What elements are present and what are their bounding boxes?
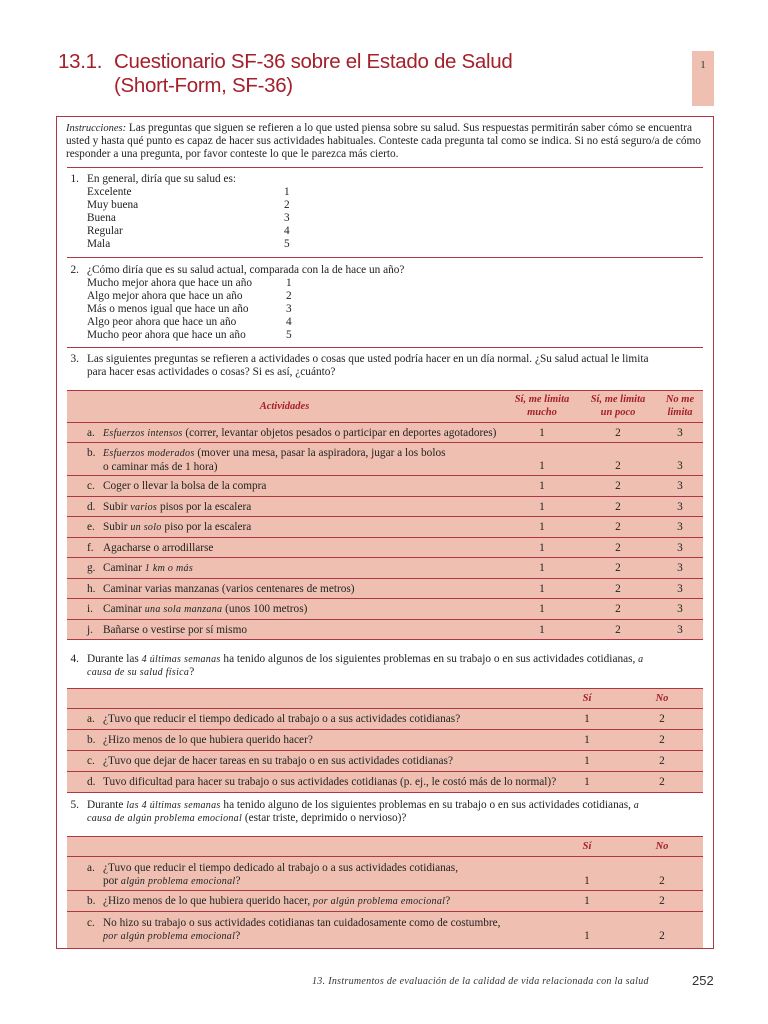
instructions-label: Instrucciones: — [66, 123, 127, 134]
header-no: No — [655, 841, 669, 852]
option-value: 1 — [284, 186, 290, 198]
header-col1: Sí, me limita mucho — [514, 394, 570, 418]
divider — [67, 347, 703, 348]
question-number: 2. — [70, 264, 79, 276]
question-2 — [65, 264, 404, 342]
header-yes: Sí — [582, 693, 592, 704]
table-row[interactable]: a. Esfuerzos intensos (correr, levantar objetos pesados o participar en deportes agotadores) 1 2 3 — [67, 423, 703, 443]
question-number: 4. — [70, 653, 79, 665]
option-label: Algo mejor ahora que hace un año — [87, 290, 243, 302]
header-no: No — [655, 693, 669, 704]
table-row[interactable]: e. Subir un solo piso por la escalera 1 2 3 — [67, 517, 703, 538]
option-1[interactable]: 1 — [539, 480, 545, 492]
option-row[interactable] — [65, 186, 290, 199]
table-row[interactable]: b. Esfuerzos moderados (mover una mesa, pasar la aspiradora, jugar a los bolos o caminar más de 1 hora) 1 2 3 — [67, 443, 703, 476]
question-3 — [65, 353, 705, 379]
question-number: 1. — [70, 173, 79, 185]
question-1 — [65, 173, 290, 251]
option-2[interactable]: 2 — [615, 521, 621, 533]
option-value: 3 — [286, 303, 292, 315]
instructions-text: Las preguntas que siguen se refieren a lo que usted piensa sobre su salud. Sus respuestas permitirán saber cómo se encuentra usted y hasta qué punto es capaz de hacer sus actividades habituales. Conteste cada pregunta tal como se indica. Si no está seguro/a de cómo responder a una pregunta, por favor conteste lo que le parezca más cierto. — [66, 122, 701, 161]
option-no[interactable]: 2 — [659, 734, 665, 746]
instructions — [66, 122, 702, 162]
table-row[interactable]: b. ¿Hizo menos de lo que hubiera querido hacer, por algún problema emocional? 1 2 — [67, 891, 703, 912]
option-row[interactable] — [65, 303, 404, 316]
option-3[interactable]: 3 — [677, 521, 683, 533]
option-no[interactable]: 2 — [659, 930, 665, 942]
table-row[interactable]: d. Tuvo dificultad para hacer su trabajo o sus actividades cotidianas (p. ej., le costó más de lo normal)? 1 2 — [67, 772, 703, 793]
option-no[interactable]: 2 — [659, 713, 665, 725]
header-yes: Sí — [582, 841, 592, 852]
table-row[interactable]: i. Caminar una sola manzana (unos 100 metros) 1 2 3 — [67, 599, 703, 620]
option-2[interactable]: 2 — [615, 541, 621, 554]
option-yes[interactable]: 1 — [584, 734, 590, 746]
option-label: Mucho peor ahora que hace un año — [87, 329, 246, 341]
option-value: 2 — [286, 290, 292, 302]
option-value: 2 — [284, 199, 290, 211]
table-row[interactable]: c. ¿Tuvo que dejar de hacer tareas en su trabajo o en sus actividades cotidianas? 1 2 — [67, 751, 703, 772]
option-yes[interactable]: 1 — [584, 755, 590, 767]
page-title — [58, 50, 512, 98]
questionnaire-box — [56, 116, 714, 949]
option-2[interactable]: 2 — [615, 480, 621, 492]
header-activities: Actividades — [259, 401, 310, 412]
option-3[interactable]: 3 — [677, 541, 683, 554]
table-header — [67, 689, 703, 709]
page-number: 252 — [692, 973, 714, 988]
option-label: Muy buena — [87, 199, 139, 211]
question-4: 4. Durante las 4 últimas semanas ha tenido algunos de los siguientes problemas en su trabajo o en sus actividades cotidianas, a causa de su salud física? — [65, 653, 705, 679]
option-label: Buena — [87, 212, 116, 224]
option-2[interactable]: 2 — [615, 603, 621, 615]
option-value: 4 — [286, 316, 292, 328]
footer-chapter-title: 13. Instrumentos de evaluación de la calidad de vida relacionada con la salud — [312, 976, 649, 987]
option-1[interactable]: 1 — [539, 427, 545, 439]
divider — [67, 167, 703, 168]
question-number: 3. — [70, 353, 79, 365]
option-3[interactable]: 3 — [677, 582, 683, 595]
question-text: En general, diría que su salud es: — [87, 173, 237, 185]
option-yes[interactable]: 1 — [584, 875, 590, 887]
option-3[interactable]: 3 — [677, 500, 683, 513]
emotional-problems-table — [67, 836, 703, 948]
option-value: 4 — [284, 225, 290, 237]
option-label: Regular — [87, 225, 123, 237]
option-1[interactable]: 1 — [539, 541, 545, 554]
table-row[interactable]: c. Coger o llevar la bolsa de la compra 1 2 3 — [67, 476, 703, 497]
physical-health-table — [67, 688, 703, 793]
section-number: 13.1. — [58, 50, 103, 73]
option-row[interactable] — [65, 316, 404, 329]
option-1[interactable]: 1 — [539, 562, 545, 574]
option-yes[interactable]: 1 — [584, 895, 590, 907]
option-row[interactable] — [65, 238, 290, 251]
table-header — [67, 391, 703, 423]
option-3[interactable]: 3 — [677, 427, 683, 439]
option-yes[interactable]: 1 — [584, 930, 590, 942]
option-2[interactable]: 2 — [615, 460, 621, 472]
question-number: 5. — [70, 799, 79, 811]
activities-table — [67, 390, 703, 640]
table-row[interactable]: j. Bañarse o vestirse por sí mismo 1 2 3 — [67, 620, 703, 641]
table-row[interactable]: g. Caminar 1 km o más 1 2 3 — [67, 558, 703, 579]
option-1[interactable]: 1 — [539, 603, 545, 615]
option-no[interactable]: 2 — [659, 895, 665, 907]
question-text: Las siguientes preguntas se refieren a actividades o cosas que usted podría hacer en un día normal. ¿Su salud actual le limita — [87, 353, 649, 365]
option-row[interactable] — [65, 290, 404, 303]
option-value: 5 — [286, 329, 292, 341]
table-row[interactable]: a. ¿Tuvo que reducir el tiempo dedicado al trabajo o a sus actividades cotidianas, por algún problema emocional? 1 2 — [67, 857, 703, 891]
option-1[interactable]: 1 — [539, 460, 545, 472]
title-line2: (Short-Form, SF-36) — [114, 74, 293, 97]
table-header — [67, 837, 703, 857]
option-row[interactable] — [65, 212, 290, 225]
option-no[interactable]: 2 — [659, 755, 665, 767]
option-3[interactable]: 3 — [677, 480, 683, 492]
option-yes[interactable]: 1 — [584, 776, 590, 788]
option-2[interactable]: 2 — [615, 427, 621, 439]
option-2[interactable]: 2 — [615, 500, 621, 513]
table-row[interactable]: b. ¿Hizo menos de lo que hubiera querido hacer? 1 2 — [67, 730, 703, 751]
option-row[interactable] — [65, 199, 290, 212]
option-yes[interactable]: 1 — [584, 713, 590, 725]
option-no[interactable]: 2 — [659, 776, 665, 788]
option-3[interactable]: 3 — [677, 603, 683, 615]
option-3[interactable]: 3 — [677, 460, 683, 472]
option-3[interactable]: 3 — [677, 562, 683, 574]
header-col2: Sí, me limita un poco — [590, 394, 646, 418]
divider — [67, 257, 703, 258]
option-3[interactable]: 3 — [677, 623, 683, 636]
option-label: Excelente — [87, 186, 132, 198]
option-1[interactable]: 1 — [539, 623, 545, 636]
option-no[interactable]: 2 — [659, 875, 665, 887]
option-label: Mucho mejor ahora que hace un año — [87, 277, 252, 289]
option-value: 1 — [286, 277, 292, 289]
option-label: Mala — [87, 238, 111, 250]
side-tab: 1 — [692, 51, 714, 106]
option-1[interactable]: 1 — [539, 582, 545, 595]
question-5: 5. Durante las 4 últimas semanas ha tenido alguno de los siguientes problemas en su trabajo o en sus actividades cotidianas, a causa de algún problema emocional (estar triste, deprimido o nervioso)? — [65, 799, 705, 825]
option-row[interactable] — [65, 277, 404, 290]
option-1[interactable]: 1 — [539, 500, 545, 513]
option-value: 3 — [284, 212, 290, 224]
option-2[interactable]: 2 — [615, 623, 621, 636]
option-1[interactable]: 1 — [539, 521, 545, 533]
table-row[interactable]: c. No hizo su trabajo o sus actividades cotidianas tan cuidadosamente como de costumbre, por algún problema emocional? 1 2 — [67, 912, 703, 948]
header-col3: No me limita — [665, 394, 695, 418]
option-label: Más o menos igual que hace un año — [87, 303, 249, 315]
option-value: 5 — [284, 238, 290, 250]
table-row[interactable]: f. Agacharse o arrodillarse 1 2 3 — [67, 538, 703, 559]
table-row[interactable]: h. Caminar varias manzanas (varios centenares de metros) 1 2 3 — [67, 579, 703, 600]
table-row[interactable]: d. Subir varios pisos por la escalera 1 2 3 — [67, 497, 703, 518]
title-line1: Cuestionario SF-36 sobre el Estado de Salud — [114, 50, 513, 73]
table-row[interactable]: a. ¿Tuvo que reducir el tiempo dedicado al trabajo o a sus actividades cotidianas? 1 2 — [67, 709, 703, 730]
option-row[interactable] — [65, 329, 404, 342]
option-row[interactable] — [65, 225, 290, 238]
question-text: ¿Cómo diría que es su salud actual, comparada con la de hace un año? — [87, 264, 405, 276]
question-text-cont: para hacer esas actividades o cosas? Si es así, ¿cuánto? — [87, 366, 336, 379]
option-2[interactable]: 2 — [615, 582, 621, 595]
option-label: Algo peor ahora que hace un año — [87, 316, 237, 328]
option-2[interactable]: 2 — [615, 562, 621, 574]
